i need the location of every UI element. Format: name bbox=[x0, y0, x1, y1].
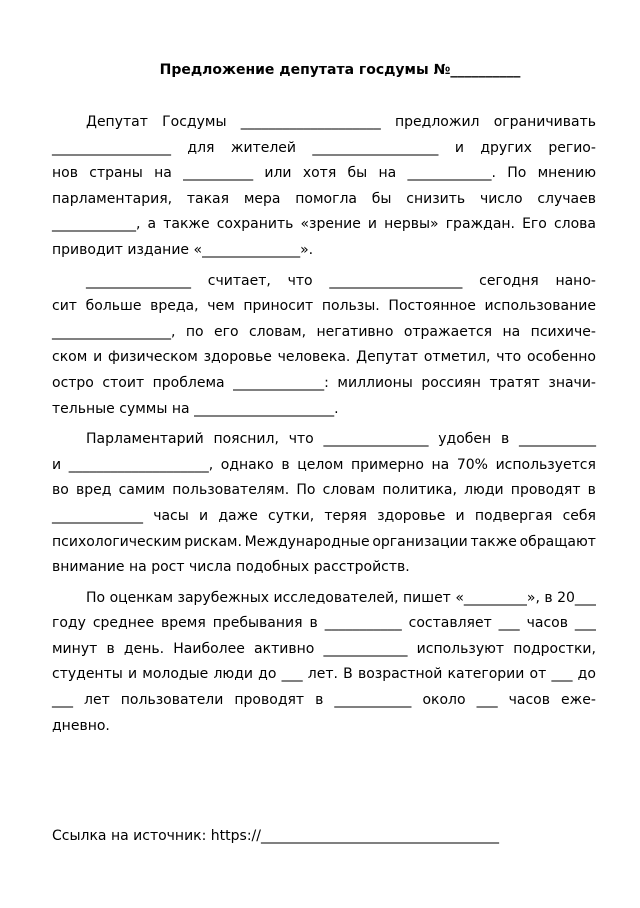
word: расстройств. bbox=[313, 559, 410, 576]
word: и bbox=[454, 139, 464, 156]
word: примерно bbox=[351, 456, 424, 473]
word: приводит bbox=[52, 241, 123, 258]
word: «_________», bbox=[455, 589, 540, 606]
source-link bbox=[52, 826, 499, 846]
word: ___ bbox=[476, 692, 498, 709]
word: _________________ bbox=[52, 139, 171, 156]
word: что bbox=[287, 272, 313, 289]
word: активно bbox=[254, 640, 315, 657]
word: ограничивать bbox=[493, 114, 596, 130]
word: на bbox=[431, 456, 450, 473]
word: помогла bbox=[295, 190, 357, 207]
text-line bbox=[52, 453, 596, 479]
paragraph bbox=[52, 110, 596, 264]
word: дневно. bbox=[52, 717, 110, 734]
word: 20___ bbox=[557, 589, 596, 606]
word: парламентария, bbox=[52, 190, 173, 207]
source-link-blank: __________________________________ bbox=[261, 828, 499, 844]
word: жителей bbox=[230, 139, 297, 156]
word: ___________ bbox=[334, 692, 412, 709]
text-line bbox=[52, 345, 596, 371]
word: или bbox=[264, 165, 292, 182]
word: составляет bbox=[408, 615, 492, 632]
word: По bbox=[86, 589, 106, 606]
text-line bbox=[52, 427, 596, 453]
text-line bbox=[52, 714, 596, 740]
word: до bbox=[577, 666, 596, 683]
word: в bbox=[281, 456, 290, 473]
word: «______________». bbox=[193, 241, 314, 258]
word: __________ bbox=[183, 165, 254, 182]
word: ____________________ bbox=[240, 114, 381, 130]
word: в bbox=[106, 640, 115, 657]
word: приносит bbox=[243, 298, 314, 315]
word: использование bbox=[484, 298, 596, 315]
word: сохранить bbox=[216, 216, 294, 233]
word: здоровье bbox=[377, 507, 446, 524]
word: отметил, bbox=[423, 349, 491, 366]
word: студенты bbox=[52, 666, 123, 683]
word: от bbox=[529, 666, 547, 683]
word: до bbox=[258, 666, 277, 683]
word: чем bbox=[207, 298, 235, 315]
word: тельные bbox=[52, 400, 115, 417]
word: лет. bbox=[307, 666, 338, 683]
word: такая bbox=[186, 190, 230, 207]
text-line bbox=[52, 371, 596, 397]
word: политика, bbox=[382, 482, 457, 499]
word: себя bbox=[562, 507, 596, 524]
word: суммы bbox=[119, 400, 168, 417]
word: значи- bbox=[548, 374, 596, 391]
word: слова bbox=[553, 216, 596, 233]
word: обращают bbox=[519, 533, 596, 550]
word: _______________ bbox=[323, 431, 429, 448]
word: ____________. bbox=[407, 165, 496, 182]
word: _____________: bbox=[233, 374, 329, 391]
word: ___________ bbox=[518, 431, 596, 448]
text-line bbox=[52, 611, 596, 637]
word: Его bbox=[522, 216, 547, 233]
word: бы bbox=[371, 190, 392, 207]
word: россиян bbox=[421, 374, 481, 391]
word: даже bbox=[218, 507, 258, 524]
word: в bbox=[587, 482, 596, 499]
word: возрастной bbox=[357, 666, 443, 683]
word: миллионы bbox=[337, 374, 413, 391]
document-title: Предложение депутата госдумы №__________ bbox=[159, 62, 521, 78]
word: тратят bbox=[489, 374, 540, 391]
word: в bbox=[544, 589, 553, 606]
word: В bbox=[343, 666, 353, 683]
word: что bbox=[496, 349, 522, 366]
word: больше bbox=[85, 298, 142, 315]
word: нов bbox=[52, 165, 78, 182]
word: психологическим bbox=[52, 533, 182, 550]
text-line bbox=[52, 320, 596, 346]
text-line bbox=[52, 555, 596, 581]
paragraph bbox=[52, 269, 596, 423]
word: мнению bbox=[537, 165, 596, 182]
word: хотя bbox=[302, 165, 337, 182]
word: других bbox=[480, 139, 532, 156]
word: бы bbox=[347, 165, 368, 182]
word: рост bbox=[151, 559, 185, 576]
word: еже- bbox=[561, 692, 596, 709]
word: Международные bbox=[244, 533, 370, 550]
word: пребывания bbox=[212, 615, 303, 632]
text-line bbox=[52, 586, 596, 612]
word: и bbox=[199, 507, 209, 524]
word: ____________, bbox=[52, 216, 141, 233]
word: целом bbox=[297, 456, 344, 473]
text-line bbox=[52, 269, 596, 295]
word: удобен bbox=[438, 431, 492, 448]
word: остро bbox=[52, 374, 94, 391]
word: ___ bbox=[52, 692, 73, 709]
word: Депутат bbox=[356, 349, 419, 366]
word: пояснил, bbox=[213, 431, 279, 448]
word: ___________________ bbox=[329, 272, 463, 289]
word: сегодня bbox=[479, 272, 539, 289]
text-line bbox=[52, 662, 596, 688]
word: ___ bbox=[574, 615, 596, 632]
word: ____________________, bbox=[68, 456, 214, 473]
word: Госдумы bbox=[162, 114, 227, 130]
word: зарубежных bbox=[177, 589, 270, 606]
text-line bbox=[52, 688, 596, 714]
word: предложил bbox=[394, 114, 480, 130]
word: подобных bbox=[236, 559, 310, 576]
word: организации bbox=[372, 533, 468, 550]
word: его bbox=[214, 323, 239, 340]
word: люди bbox=[213, 666, 253, 683]
word: 70% bbox=[456, 456, 488, 473]
word: физическом bbox=[107, 349, 198, 366]
word: а bbox=[147, 216, 157, 233]
word: молодые bbox=[142, 666, 209, 683]
word: особенно bbox=[527, 349, 596, 366]
word: и bbox=[367, 216, 378, 233]
word: люди bbox=[464, 482, 504, 499]
word: Парламентарий bbox=[86, 431, 204, 448]
word: на bbox=[502, 323, 521, 340]
word: Наиболее bbox=[173, 640, 245, 657]
text-line bbox=[52, 212, 596, 238]
word: психиче- bbox=[530, 323, 596, 340]
word: число bbox=[479, 190, 523, 207]
word: ___ bbox=[498, 615, 520, 632]
word: нервы» bbox=[384, 216, 439, 233]
word: внимание bbox=[52, 559, 125, 576]
word: проблема bbox=[152, 374, 225, 391]
word: и bbox=[455, 507, 465, 524]
word: минут bbox=[52, 640, 98, 657]
text-line bbox=[52, 397, 596, 423]
word: время bbox=[161, 615, 206, 632]
word: ___ bbox=[551, 666, 573, 683]
word: словам, bbox=[248, 323, 307, 340]
word: негативно bbox=[316, 323, 394, 340]
word: граждан. bbox=[445, 216, 515, 233]
word: исследователей, bbox=[273, 589, 399, 606]
word: пользователям. bbox=[172, 482, 290, 499]
word: вреда, bbox=[150, 298, 199, 315]
text-line bbox=[52, 504, 596, 530]
word: оценкам bbox=[109, 589, 174, 606]
word: ____________________. bbox=[194, 400, 339, 417]
word: и bbox=[127, 666, 138, 683]
word: на bbox=[128, 559, 147, 576]
word: что bbox=[288, 431, 314, 448]
word: ___ bbox=[281, 666, 303, 683]
word: пишет bbox=[403, 589, 451, 606]
word: рискам. bbox=[184, 533, 242, 550]
text-line bbox=[52, 161, 596, 187]
word: ском bbox=[52, 349, 88, 366]
word: сит bbox=[52, 298, 77, 315]
word: пользы. bbox=[321, 298, 380, 315]
word: также bbox=[163, 216, 210, 233]
word: словам bbox=[322, 482, 376, 499]
paragraph bbox=[52, 427, 596, 581]
word: издание bbox=[127, 241, 190, 258]
word: человека. bbox=[277, 349, 351, 366]
text-line bbox=[52, 136, 596, 162]
text-line bbox=[52, 187, 596, 213]
word: _____________ bbox=[52, 507, 143, 524]
word: подвергая bbox=[474, 507, 553, 524]
word: случаев bbox=[537, 190, 596, 207]
word: часов bbox=[526, 615, 568, 632]
text-line bbox=[52, 238, 596, 264]
text-line bbox=[52, 110, 596, 136]
word: пользователи bbox=[120, 692, 224, 709]
word: среднее bbox=[92, 615, 155, 632]
word: числа bbox=[188, 559, 232, 576]
text-line bbox=[52, 478, 596, 504]
text-line bbox=[52, 530, 596, 556]
word: стоит bbox=[102, 374, 145, 391]
word: также bbox=[470, 533, 517, 550]
document-body bbox=[52, 110, 596, 739]
word: теряя bbox=[324, 507, 367, 524]
word: отражается bbox=[403, 323, 493, 340]
word: По bbox=[296, 482, 316, 499]
word: проводят bbox=[234, 692, 305, 709]
word: около bbox=[422, 692, 466, 709]
word: день. bbox=[123, 640, 165, 657]
word: во bbox=[52, 482, 69, 499]
word: в bbox=[309, 615, 318, 632]
word: мера bbox=[243, 190, 281, 207]
word: _________________, bbox=[52, 323, 176, 340]
word: _______________ bbox=[86, 272, 191, 289]
word: году bbox=[52, 615, 86, 632]
word: в bbox=[500, 431, 510, 448]
word: ___________ bbox=[324, 615, 402, 632]
word: вред bbox=[76, 482, 112, 499]
word: нано- bbox=[555, 272, 596, 289]
word: часов bbox=[508, 692, 550, 709]
word: снизить bbox=[406, 190, 466, 207]
word: Депутат bbox=[86, 114, 148, 130]
word: на bbox=[378, 165, 397, 182]
word: Постоянное bbox=[388, 298, 476, 315]
word: проводят bbox=[510, 482, 581, 499]
word: на bbox=[154, 165, 172, 182]
source-link-label: Ссылка на источник: https:// bbox=[52, 828, 261, 844]
word: в bbox=[315, 692, 324, 709]
word: по bbox=[185, 323, 204, 340]
word: лет bbox=[84, 692, 110, 709]
word: По bbox=[507, 165, 527, 182]
word: и bbox=[93, 349, 103, 366]
text-line bbox=[52, 294, 596, 320]
word: часы bbox=[153, 507, 189, 524]
word: «зрение bbox=[300, 216, 361, 233]
word: самим bbox=[118, 482, 166, 499]
word: считает, bbox=[207, 272, 271, 289]
word: на bbox=[171, 400, 190, 417]
paragraph bbox=[52, 586, 596, 740]
word: сутки, bbox=[268, 507, 315, 524]
word: для bbox=[187, 139, 215, 156]
word: здоровье bbox=[203, 349, 272, 366]
word: и bbox=[52, 456, 62, 473]
word: __________________ bbox=[312, 139, 439, 156]
word: используется bbox=[495, 456, 596, 473]
word: категории bbox=[447, 666, 525, 683]
word: однако bbox=[220, 456, 274, 473]
word: ____________ bbox=[323, 640, 408, 657]
word: регио- bbox=[548, 139, 596, 156]
word: подростки, bbox=[513, 640, 596, 657]
text-line bbox=[52, 637, 596, 663]
word: используют bbox=[416, 640, 505, 657]
word: страны bbox=[89, 165, 143, 182]
